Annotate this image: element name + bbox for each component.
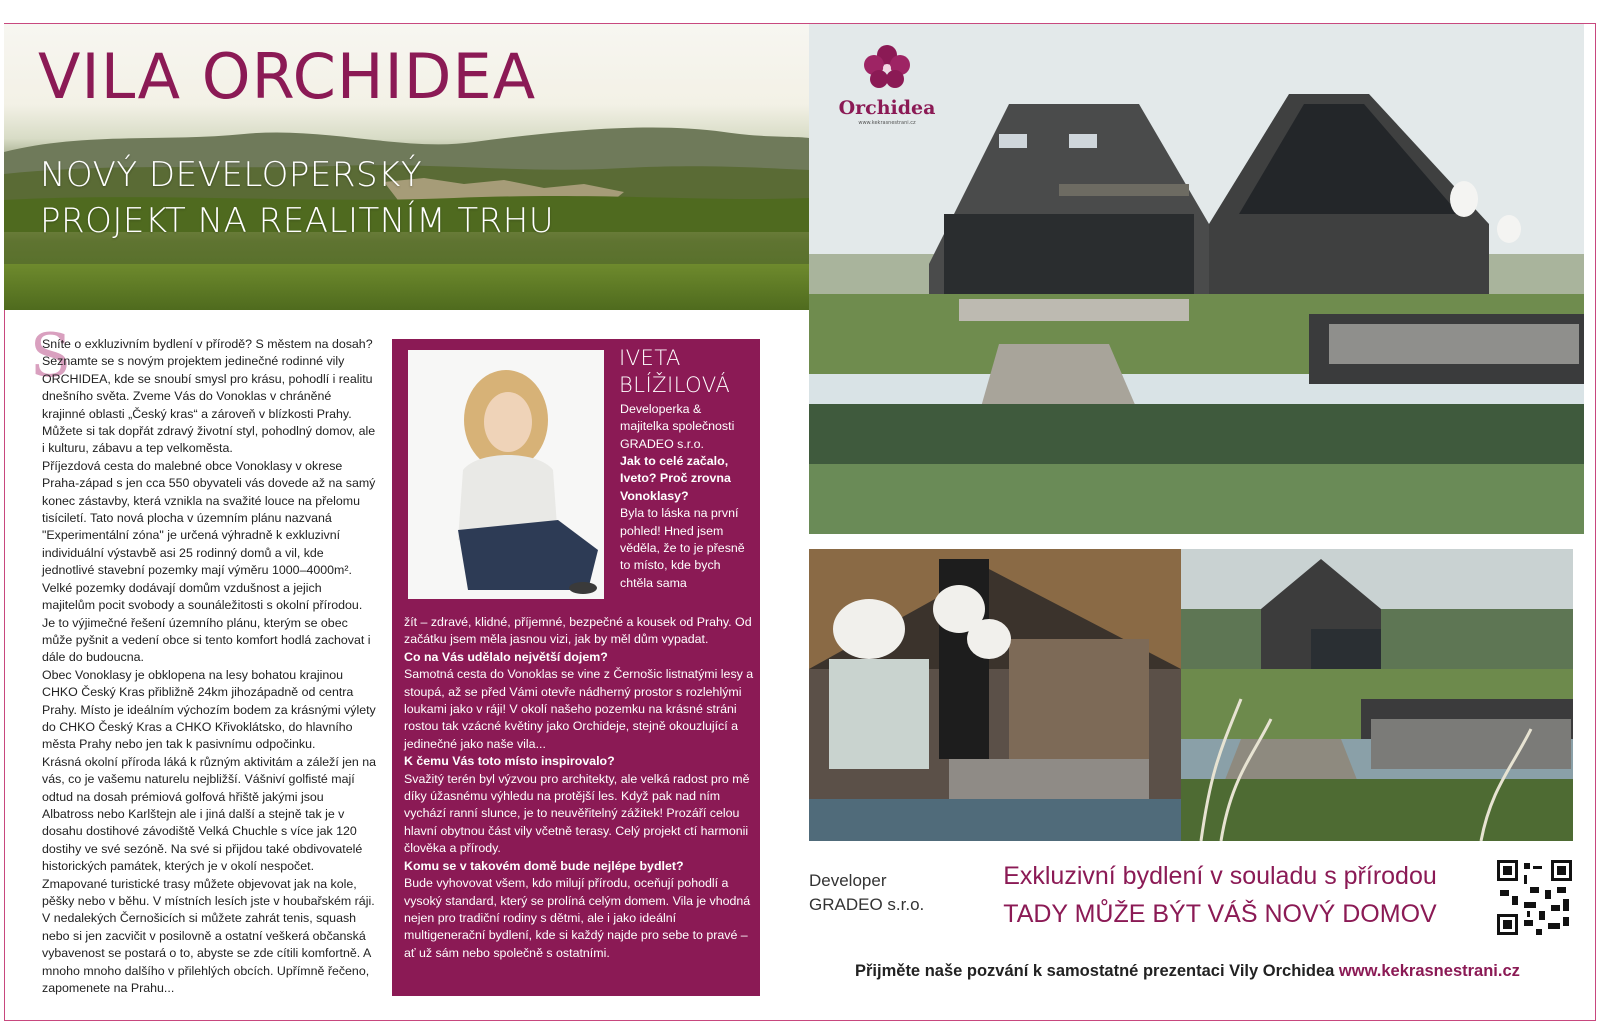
article-paragraph: Sníte o exkluzivním bydlení v přírodě? S městem na dosah? Seznamte se s novým projektem jedinečné rodinné vily ORCHIDEA, kde se snoubí smysl pro krásu, pohodlí i realitu dnešního světa. Zveme Vás do Vonoklas v chráněné krajinné oblasti „Český kras“ a zároveň v blízkosti Prahy. Můžete si tak dopřát zdravý životní styl, pohodlný domov, ale i kulturu, zábavu a tep velkoměsta.	[42, 337, 376, 456]
answer: Samotná cesta do Vonoklas se vine z Černošic listnatými lesy a stoupá, až se před Vámi otevře nádherný prostor s rozlehlými loukami jako v ráji! V okolí našeho pozemku na krásné stráni rostou tak vzácné květiny jako Orchideje, stejně okouzlující a jedinečné jako naše vila...	[404, 667, 754, 751]
page-subtitle	[40, 152, 554, 244]
garden-terrace-photo	[1181, 549, 1573, 841]
answer: žít – zdravé, klidné, příjemné, bezpečné a kousek od Prahy. Od začátku jsem měla jasnou vizi, jak by měl dům vypadat.	[404, 615, 752, 647]
name-line-1: IVETA	[619, 346, 681, 370]
interview-qa-top	[620, 453, 755, 592]
page-title: VILA ORCHIDEA	[38, 40, 537, 113]
drop-cap: S	[30, 321, 72, 391]
article-body	[42, 336, 377, 997]
subtitle-line-1: NOVÝ DEVELOPERSKÝ	[40, 155, 423, 195]
answer: Bude vyhovovat všem, kdo milují přírodu, oceňují pohodlí a vysoký standard, který se prolíná celým domem. Vila je vhodná nejen pro tradiční rodiny s dětmi, ale i jako ideální multigenerační bydlení, kde si každý najde pro sebe to pravé – ať už sám nebo společně s ostatními.	[404, 876, 751, 960]
developer-company: GRADEO s.r.o.	[809, 895, 925, 914]
tagline-primary: Exkluzivní bydlení v souladu s přírodou	[1003, 862, 1437, 890]
question: Komu se v takovém domě bude nejlépe bydlet?	[404, 858, 684, 873]
hero-landscape	[4, 24, 809, 310]
website-link[interactable]: www.kekrasnestrani.cz	[1338, 962, 1520, 980]
developer-label: Developer	[809, 871, 887, 890]
article-paragraph: Krásná okolní příroda láká k různým aktivitám a záleží jen na vás, co je vašemu naturelu nejbližší. Vášniví golfisté mají odtud na dosah prémiová golfová hřiště jakými jsou Albatross nebo Karlštejn ale i jiná další a stejně tak je v dosahu dostihové závodiště Velká Chuchle s více jak 120 dostihy ve své sezóně. Na své si přijdou také obdivovatelé historických památek, kterých je v okolí nespočet.	[42, 754, 377, 874]
interview-qa-bottom	[404, 614, 754, 962]
developer-portrait	[408, 350, 604, 599]
question: K čemu Vás toto místo inspirovalo?	[404, 754, 615, 769]
villa-interior-photo	[809, 549, 1181, 841]
article-paragraph: Zmapované turistické trasy můžete objevovat jak na kole, pěšky nebo v běhu. V místních lesích jste v houbařském ráji. V nedalekých Černošicích si můžete zahrát tenis, squash nebo si jen zacvičit v posilovně a ostatní veškerá občanská vybavenost se postará o to, abyste se zde cítili komfortně. A mnoho mnoho dalšího v přilehlých obcích. Upřímně řečeno, zapomenete na Prahu...	[42, 876, 375, 996]
question: Jak to celé začalo, Iveto? Proč zrovna Vonoklasy?	[620, 454, 731, 503]
tagline-secondary: TADY MŮŽE BÝT VÁŠ NOVÝ DOMOV	[1003, 900, 1437, 928]
article-paragraph: Příjezdová cesta do malebné obce Vonoklasy v okrese Praha-západ s jen cca 550 obyvateli vás dovede až na samý konec zástavby, která vznikla na svažité louce na přelomu tisíciletí. Tato nová plocha v územním plánu nazvaná "Experimentální zóna" je určená výhradně k exkluzivní individuální výstavbě asi 25 rodinný domů a vil, kde jednotlivé stavební pozemky mají výměru 1000–4000m². Velké pozemky dodávají domům vzdušnost a jejich majitelům pocit svobody a sounáležitosti s okolní přírodou. Je to výjimečné řešení územního plánu, kterým se obec může pyšnit a vedení obce si tento komfort hodlá zachovat i dále do budoucna.	[42, 458, 376, 665]
interviewee-role: Developerka & majitelka společnosti GRADEO s.r.o.	[620, 402, 735, 451]
orchid-flower-icon	[862, 43, 912, 91]
article-paragraph: Obec Vonoklasy je obklopena na lesy bohatou krajinou CHKO Český Kras přibližně 24km jihozápadně od centra Prahy. Místo je ideálním výchozím bodem za krásnými výlety do CHKO Český Kras a CHKO Křivoklátsko, do hlavního města Prahy nebo jen tak k pasivnímu odpočinku.	[42, 667, 376, 752]
meadow	[4, 264, 809, 310]
subtitle-line-2: PROJEKT NA REALITNÍM TRHU	[40, 201, 555, 241]
developer-credit	[809, 869, 924, 917]
logo-wordmark: Orchidea	[838, 97, 936, 119]
question: Co na Vás udělalo největší dojem?	[404, 649, 608, 664]
answer: Svažitý terén byl výzvou pro architekty, ale velká radost pro mě díky úžasnému výhledu na protější les. Když pak nad ním vychází ranní slunce, je to neuvěřitelný zážitek! Prozáří celou hlavní obytnou část vily včetně terasy. Celý projekt ctí harmonii člověka a přírody.	[404, 771, 750, 856]
logo-url: www.kekrasnestrani.cz	[858, 120, 916, 126]
name-line-2: BLÍŽILOVÁ	[619, 373, 731, 397]
interview-box	[392, 339, 760, 996]
invitation-text: Přijměte naše pozvání k samostatné prezentaci Vily Orchidea	[855, 962, 1335, 980]
orchidea-logo	[832, 43, 942, 126]
interviewee-name	[619, 345, 730, 399]
answer: Byla to láska na první pohled! Hned jsem věděla, že to je přesně to místo, kde bych chtěla sama	[620, 506, 745, 590]
invitation-line	[855, 962, 1520, 981]
qr-code-icon[interactable]	[1497, 860, 1572, 935]
